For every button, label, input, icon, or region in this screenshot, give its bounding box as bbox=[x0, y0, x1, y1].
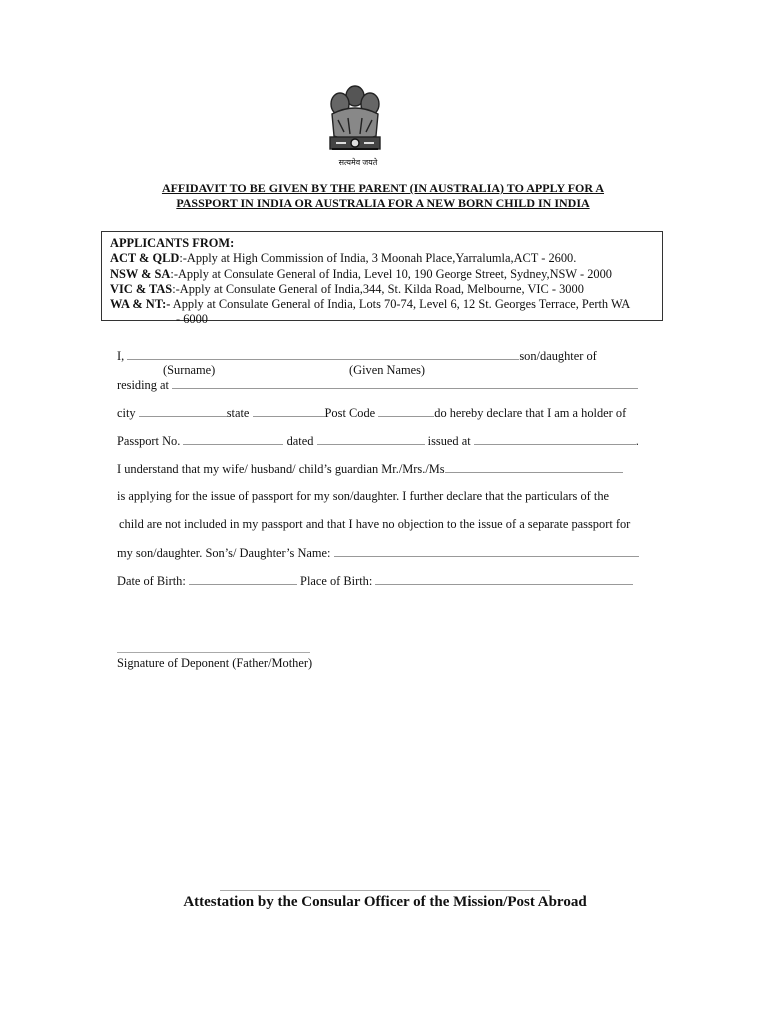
applicant-nsw-sa: NSW & SA:-Apply at Consulate General of India, Level 10, 190 George Street, Sydney,NSW - 2000 bbox=[110, 266, 612, 281]
applicants-box bbox=[101, 231, 663, 327]
applying-text: is applying for the issue of passport for my son/daughter. I further declare that the particulars of the bbox=[117, 489, 610, 503]
name-field[interactable] bbox=[127, 348, 519, 360]
residing-row: residing at bbox=[117, 377, 638, 393]
applicants-heading: APPLICANTS FROM: bbox=[110, 236, 235, 250]
document-title bbox=[100, 181, 666, 211]
guardian-name-field[interactable] bbox=[445, 461, 623, 473]
date-of-birth-field[interactable] bbox=[189, 573, 297, 585]
child-not-included-text: child are not included in my passport and that I have no objection to the issue of a separate passport for bbox=[119, 517, 631, 531]
name-row: I, son/daughter of bbox=[117, 349, 597, 363]
issued-at-field[interactable] bbox=[474, 433, 636, 445]
passport-no-field[interactable] bbox=[183, 433, 283, 445]
state-field[interactable] bbox=[253, 405, 325, 417]
birth-row: Date of Birth: Place of Birth: bbox=[117, 573, 633, 589]
applicant-wa-nt: WA & NT:- Apply at Consulate General of India, Lots 70-74, Level 6, 12 St. Georges Terrace, Perth WA bbox=[110, 297, 631, 312]
surname-label: (Surname) bbox=[163, 363, 216, 377]
child-name-field[interactable] bbox=[334, 545, 639, 557]
guardian-row: I understand that my wife/ husband/ child’s guardian Mr./Mrs./Ms bbox=[117, 461, 623, 477]
signature-label: Signature of Deponent (Father/Mother) bbox=[117, 656, 313, 670]
attestation-title: Attestation by the Consular Officer of the Mission/Post Abroad bbox=[183, 894, 587, 910]
national-emblem-icon bbox=[318, 74, 392, 170]
applicant-wa-nt-postcode: - 6000 bbox=[176, 312, 209, 327]
residing-field[interactable] bbox=[172, 377, 638, 389]
place-of-birth-field[interactable] bbox=[375, 573, 633, 585]
applicant-vic-tas: VIC & TAS:-Apply at Consulate General of India,344, St. Kilda Road, Melbourne, VIC - 3000 bbox=[110, 281, 584, 296]
passport-row: Passport No. dated issued at . bbox=[117, 434, 639, 448]
passport-dated-field[interactable] bbox=[317, 433, 425, 445]
attestation-line[interactable] bbox=[220, 890, 550, 891]
signature-line[interactable] bbox=[117, 652, 310, 653]
post-code-field[interactable] bbox=[378, 405, 434, 417]
applicant-act-qld: ACT & QLD:-Apply at High Commission of India, 3 Moonah Place,Yarralumla,ACT - 2600. bbox=[110, 251, 577, 266]
emblem-motto: सत्यमेव जयते bbox=[338, 158, 378, 167]
given-names-label: (Given Names) bbox=[349, 363, 426, 377]
title-line-1: AFFIDAVIT TO BE GIVEN BY THE PARENT (IN AUSTRALIA) TO APPLY FOR A bbox=[161, 181, 605, 195]
child-name-row: my son/daughter. Son’s/ Daughter’s Name: bbox=[117, 545, 639, 561]
title-line-2: PASSPORT IN INDIA OR AUSTRALIA FOR A NEW BORN CHILD IN INDIA bbox=[176, 196, 590, 210]
city-field[interactable] bbox=[139, 405, 227, 417]
city-row: city state Post Code do hereby declare that I am a holder of bbox=[117, 406, 627, 420]
